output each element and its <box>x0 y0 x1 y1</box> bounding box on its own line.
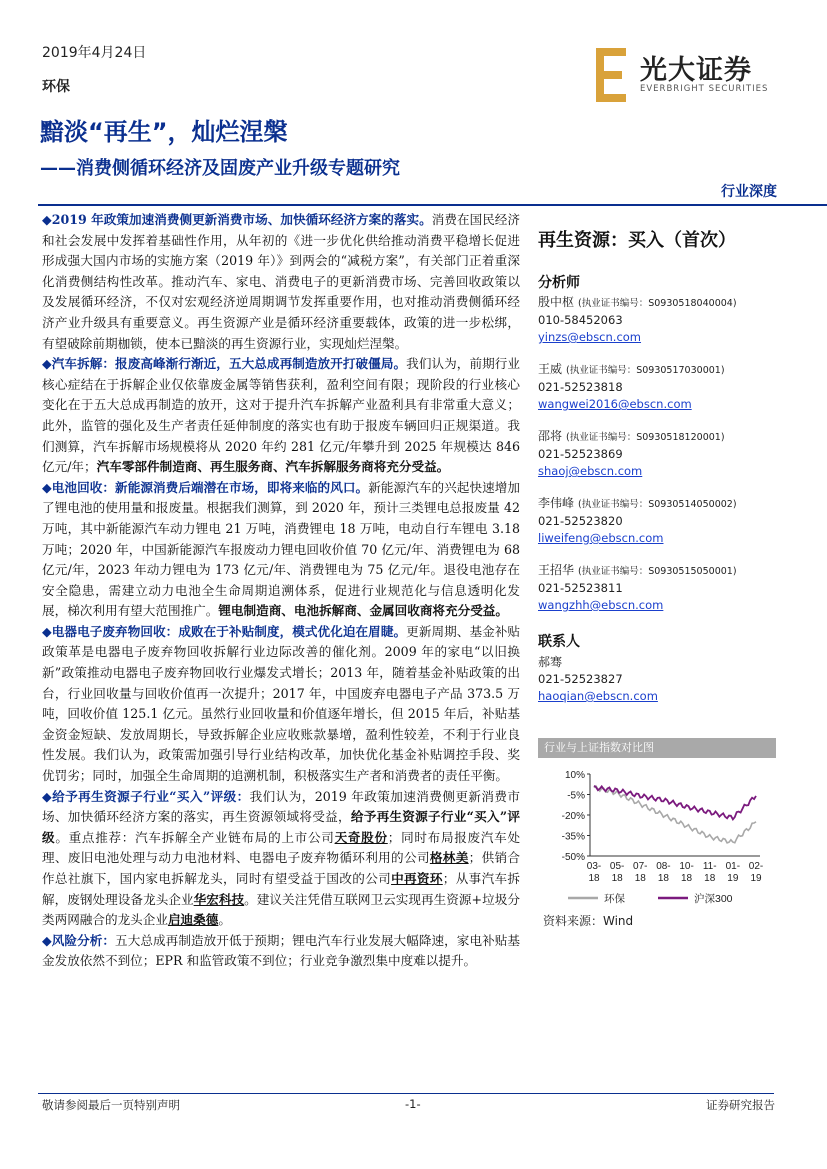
company-tianqi: 天奇股份 <box>334 829 388 845</box>
paragraph-text: 。重点推荐：汽车拆解全产业链布局的上市公司 <box>55 829 335 845</box>
analyst-email-link[interactable]: wangwei2016@ebscn.com <box>538 397 692 411</box>
chart-source: 资料来源：Wind <box>543 914 634 928</box>
series-line-hs300 <box>594 786 756 820</box>
contact-phone: 021-52523827 <box>538 672 623 686</box>
analyst-entry <box>538 361 725 413</box>
contact-email-link[interactable]: haoqian@ebscn.com <box>538 689 658 703</box>
contact-heading: 联系人 <box>538 634 580 650</box>
x-tick-label: 03- <box>586 861 602 872</box>
x-tick-label: 10- <box>679 861 694 872</box>
page-number: -1- <box>405 1097 421 1111</box>
rating-statement: 给予再生资源子行业“买入”评级 <box>42 809 520 845</box>
x-tick-label: 02- <box>748 861 764 872</box>
analyst-phone: 021-52523869 <box>538 447 623 461</box>
contact-entry <box>538 654 658 705</box>
paragraph-heading: ◆给予再生资源子行业“买入”评级： <box>42 788 250 804</box>
paragraph-conclusion: 锂电制造商、电池拆解商、金属回收商将充分受益。 <box>218 603 508 619</box>
paragraph-text: ；同时布局报废汽车处理、废旧电池处理与动力电池材料、电器电子废弃物循环利用的公司 <box>42 829 521 866</box>
analyst-name: 邵将 <box>538 429 563 443</box>
everbright-logo-icon <box>590 48 634 102</box>
paragraph-battery-recycling <box>42 478 520 622</box>
analyst-cert: (执业证书编号：S0930518040004) <box>578 298 737 309</box>
x-tick-label: 19 <box>727 873 739 884</box>
paragraph-heading: ◆2019 年政策加速消费侧更新消费市场、加快循环经济方案的落实。 <box>42 212 432 227</box>
company-qidi: 启迪桑德 <box>167 912 219 928</box>
analyst-email-link[interactable]: wangzhh@ebscn.com <box>538 598 664 612</box>
series-line-env <box>594 786 756 843</box>
analyst-cert: (执业证书编号：S0930515050001) <box>578 566 737 577</box>
paragraph-policy <box>42 210 520 354</box>
analyst-cert: (执业证书编号：S0930514050002) <box>578 499 737 510</box>
report-title: 黯淡“再生”，灿烂涅槃 <box>40 118 288 146</box>
paragraph-text: 新能源汽车的兴起快速增加了锂电池的使用量和报废量。根据我们测算，到 2020 年，预计三类锂电总报废量 42 万吨，其中新能源汽车动力锂电 21 万吨，消费锂电 18 万吨，电动自行车锂电 3.18 万吨；2020 年，中国新能源汽车报废动力锂电回收价值 70 亿元/年、消费锂电为 68 亿元/年，2023 年动力锂电为 173 亿元/年、消费锂电为 75 亿元/年。退役电池存在安全隐患，需建立动力电池全生命周期追溯体系，促进行业规范化与信息透明化发展，梯次利用有望大范围推广。 <box>42 479 521 619</box>
company-gem: 格林美 <box>429 850 469 866</box>
paragraph-text: ；供销合作总社旗下，国内家电拆解龙头，同时有望受益于国改的公司 <box>42 850 521 886</box>
x-tick-label: 08- <box>656 861 671 872</box>
analyst-phone: 010-58452063 <box>538 313 623 327</box>
analyst-heading: 分析师 <box>538 275 580 291</box>
paragraph-heading: ◆电池回收：新能源消费后端潜在市场，即将来临的风口。 <box>42 479 369 495</box>
analyst-name: 李伟峰 <box>538 496 575 510</box>
y-tick-label: 10% <box>564 770 585 781</box>
paragraph-conclusion: 汽车零部件制造商、再生服务商、汽车拆解服务商将充分受益。 <box>96 459 450 475</box>
paragraph-auto-dismantling <box>42 354 520 478</box>
analyst-entry <box>538 495 737 547</box>
y-tick-label: -20% <box>561 811 585 822</box>
paragraph-heading: ◆风险分析： <box>42 932 116 948</box>
contact-name: 郝骞 <box>538 655 563 669</box>
report-type: 行业深度 <box>721 184 777 200</box>
performance-chart <box>538 762 776 910</box>
chart-title: 行业与上证指数对比图 <box>538 738 776 758</box>
sector-label: 环保 <box>42 79 70 95</box>
footer-report-label: 证券研究报告 <box>706 1098 775 1112</box>
analyst-phone: 021-52523811 <box>538 581 623 595</box>
x-tick-label: 11- <box>702 861 717 872</box>
paragraph-text: 。 <box>218 912 231 928</box>
paragraph-heading: ◆电器电子废弃物回收：成败在于补贴制度，模式优化迫在眉睫。 <box>42 623 407 639</box>
analyst-phone: 021-52523818 <box>538 380 623 394</box>
footer-divider <box>38 1093 774 1094</box>
logo-cn-text: 光大证券 <box>640 55 752 86</box>
x-tick-label: 18 <box>611 873 623 884</box>
analyst-email-link[interactable]: yinzs@ebscn.com <box>538 330 642 344</box>
rating-label: 再生资源：买入（首次） <box>538 230 736 251</box>
report-date: 2019年4月24日 <box>42 45 147 61</box>
analyst-entry <box>538 428 725 480</box>
paragraph-text: 我们认为，2019 年政策加速消费侧更新消费市场、加快循环经济方案的落实，再生资源领域将受益， <box>42 788 520 825</box>
x-tick-label: 01- <box>725 861 741 872</box>
y-tick-label: -5% <box>567 790 585 802</box>
analyst-entry <box>538 294 737 346</box>
company-logo <box>590 48 780 102</box>
main-content <box>42 210 520 972</box>
paragraph-text: ；从事汽车拆解，废钢处理设备龙头企业 <box>42 871 521 907</box>
analyst-cert: (执业证书编号：S0930517030001) <box>566 365 725 376</box>
header-divider <box>38 204 827 206</box>
y-tick-label: -35% <box>561 831 585 843</box>
legend-label: 环保 <box>604 893 625 905</box>
paragraph-rating <box>42 787 520 931</box>
analyst-name: 王威 <box>538 362 563 376</box>
paragraph-risk <box>42 931 520 972</box>
x-tick-label: 05- <box>609 861 625 872</box>
x-tick-label: 18 <box>588 873 600 884</box>
legend-label: 沪深300 <box>694 893 733 905</box>
x-tick-label: 19 <box>750 873 762 884</box>
analyst-name: 王招华 <box>538 563 575 577</box>
x-tick-label: 18 <box>634 873 646 884</box>
footer-disclaimer: 敬请参阅最后一页特别声明 <box>42 1098 180 1112</box>
paragraph-text: 五大总成再制造放开低于预期；锂电汽车行业发展大幅降速，家电补贴基金发放依然不到位；EPR 和监管政策不到位；行业竞争激烈集中度难以提升。 <box>42 932 521 969</box>
x-tick-label: 18 <box>704 873 716 884</box>
logo-en-text: EVERBRIGHT SECURITIES <box>640 84 769 94</box>
x-tick-label: 18 <box>681 873 693 884</box>
company-huahong: 华宏科技 <box>193 891 245 907</box>
analyst-entry <box>538 562 737 614</box>
y-tick-label: -50% <box>561 852 585 863</box>
analyst-email-link[interactable]: shaoj@ebscn.com <box>538 464 643 478</box>
analyst-name: 殷中枢 <box>538 295 575 309</box>
paragraph-text: 我们认为，前期行业核心症结在于拆解企业仅依靠废金属等销售获利，盈利空间有限；现阶段的行业核心变化在于五大总成再制造的放开，这对于提升汽车拆解产业盈利具有非常重大意义；此外，监管的强化及生产者责任延伸制度的落实也有助于报废车辆回归正规渠道。我们测算，汽车拆解市场规模将从 2020 年约 281 亿元/年攀升到 2025 年规模达 846 亿元/年； <box>42 356 521 475</box>
paragraph-text: 更新周期、基金补贴政策革是电器电子废弃物回收拆解行业边际改善的催化剂。2009 年的家电“以旧换新”政策推动电器电子废弃物回收行业爆发式增长；2013 年，随着基金补贴政策的出台，行业回收量与回收价值再一次提升；2017 年，中国废弃电器电子产品 373.5 万吨，回收价值 125.1 亿元。虽然行业回收量和价值逐年增长，但 2015 年后，补贴基金资金短缺、发放周期长，导致拆解企业应收账款暴增，盈利性较差，不利于行业良性发展。我们认为，政策需加强引导行业结构改革，加快优化基金补贴调控手段、奖优罚劣；同时，加强全生命周期的追溯机制，积极落实生产者和消费者的责任平衡。 <box>42 623 521 784</box>
paragraph-heading: ◆汽车拆解：报废高峰渐行渐近，五大总成再制造放开打破僵局。 <box>42 356 407 372</box>
x-tick-label: 07- <box>633 861 648 872</box>
analyst-cert: (执业证书编号：S0930518120001) <box>566 432 725 443</box>
analyst-email-link[interactable]: liweifeng@ebscn.com <box>538 531 664 545</box>
paragraph-text: 消费在国民经济和社会发展中发挥着基础性作用，从年初的《进一步优化供给推动消费平稳增长促进形成强大国内市场的实施方案（2019 年）》到两会的“减税方案”，有关部门正着重深化消费侧结构性改革。推动汽车、家电、消费电子的更新消费市场、完善回收政策以及发展循环经济，不仅对宏观经济逆周期调节发挥重要作用，也对推动消费侧循环经济产业升级具有重要意义。再生资源产业是循环经济重要载体，政策的进一步松绑，有望破除前期枷锁，使本已黯淡的再生资源行业，实现灿烂涅槃。 <box>42 212 521 351</box>
analyst-phone: 021-52523820 <box>538 514 623 528</box>
company-zhongzai: 中再资环 <box>391 871 443 886</box>
paragraph-e-waste <box>42 622 520 787</box>
report-subtitle: ——消费侧循环经济及固废产业升级专题研究 <box>40 158 400 179</box>
paragraph-text: 。建议关注凭借互联网卫云实现再生资源+垃圾分类两网融合的龙头企业 <box>42 891 521 928</box>
x-tick-label: 18 <box>657 873 669 884</box>
